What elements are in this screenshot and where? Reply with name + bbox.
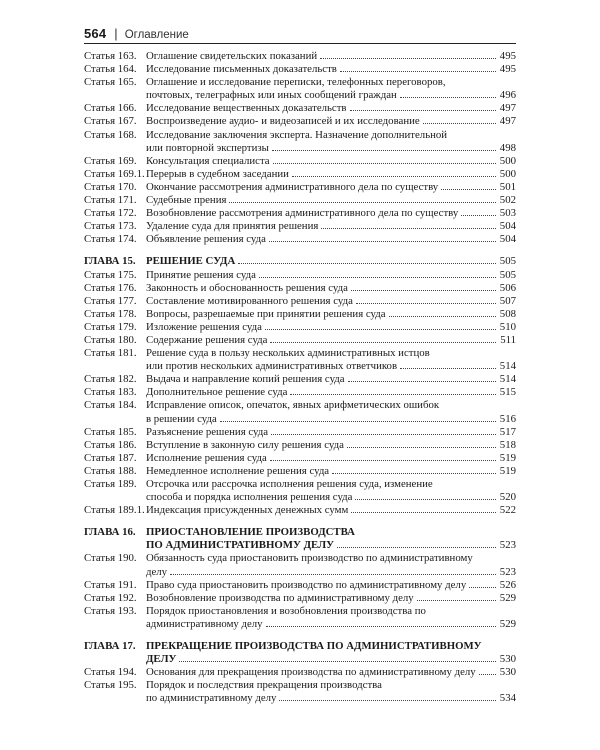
article-title: Исполнение решения суда	[146, 451, 267, 464]
dot-leader	[270, 460, 496, 461]
entry-content	[146, 605, 516, 631]
entry-title-line	[146, 592, 516, 605]
article-label: Статья 176.	[84, 281, 137, 294]
article-label: Статья 184.	[84, 399, 137, 412]
entry-content	[146, 50, 516, 63]
article-label: Статья 182.	[84, 373, 137, 386]
article-title: Воспроизведение аудио- и видеозаписей и их исследование	[146, 115, 420, 128]
entry-title-line	[146, 386, 516, 399]
toc-entry	[84, 666, 516, 679]
article-title: способа и порядка исполнения решения суда	[146, 491, 353, 504]
page-ref: 518	[499, 438, 516, 451]
entry-title-line	[146, 102, 516, 115]
dot-leader	[356, 303, 496, 304]
header-rule	[84, 43, 516, 44]
article-label: Статья 171.	[84, 194, 137, 207]
dot-leader	[266, 626, 496, 627]
entry-title-line	[146, 413, 516, 426]
dot-leader	[389, 316, 496, 317]
article-title: Составление мотивированного решения суда	[146, 294, 353, 307]
dot-leader	[273, 163, 496, 164]
dot-leader	[441, 189, 496, 190]
entry-content	[146, 334, 516, 347]
page-ref: 517	[499, 425, 516, 438]
toc-entry	[84, 399, 516, 425]
article-title: Окончание рассмотрения административного дела по существу	[146, 180, 439, 193]
entry-content	[146, 269, 516, 282]
entry-title-line	[146, 89, 516, 102]
chapter-title: РЕШЕНИЕ СУДА	[146, 255, 236, 268]
entry-content	[146, 102, 516, 115]
article-label: Статья 174.	[84, 233, 137, 246]
dot-leader	[350, 110, 496, 111]
article-title: Объявление решения суда	[146, 233, 266, 246]
entry-content	[146, 168, 516, 181]
toc-entry	[84, 478, 516, 504]
dot-leader	[348, 381, 496, 382]
toc-entry	[84, 552, 516, 578]
entry-title-line	[146, 347, 516, 360]
article-label: Статья 193.	[84, 604, 137, 617]
toc-entry	[84, 220, 516, 233]
article-label: Статья 185.	[84, 425, 137, 438]
entry-title-line	[146, 452, 516, 465]
page-number: 564	[84, 26, 107, 41]
article-title: Удаление суда для принятия решения	[146, 220, 319, 233]
dot-leader	[417, 600, 496, 601]
entry-title-line	[146, 439, 516, 452]
article-label: Статья 175.	[84, 268, 137, 281]
entry-title-line	[146, 233, 516, 246]
dot-leader	[461, 215, 496, 216]
page-ref: 530	[499, 666, 516, 679]
entry-title-line	[146, 360, 516, 373]
dot-leader	[351, 290, 496, 291]
article-label: Статья 189.1.	[84, 504, 145, 517]
article-title: Исследование вещественных доказательств	[146, 102, 347, 115]
entry-content	[146, 155, 516, 168]
entry-content	[146, 76, 516, 102]
entry-content	[146, 640, 516, 666]
dot-leader	[400, 97, 496, 98]
toc-entry	[84, 102, 516, 115]
article-label: Статья 172.	[84, 207, 137, 220]
toc-entry	[84, 679, 516, 705]
page-ref: 501	[499, 180, 516, 193]
article-title: Возобновление производства по административному делу	[146, 591, 414, 604]
page-ref: 495	[499, 50, 516, 62]
page-ref: 506	[499, 281, 516, 294]
entry-title-line	[146, 679, 516, 692]
entry-title-line	[146, 269, 516, 282]
entry-content	[146, 233, 516, 246]
table-of-contents	[84, 50, 516, 706]
entry-content	[146, 194, 516, 207]
article-title: или повторной экспертизы	[146, 141, 269, 154]
entry-content	[146, 129, 516, 155]
entry-title-line	[146, 334, 516, 347]
entry-title-line	[146, 491, 516, 504]
entry-content	[146, 465, 516, 478]
article-title: Исследование письменных доказательств	[146, 63, 337, 76]
entry-title-line	[146, 478, 516, 491]
entry-title-line	[146, 618, 516, 631]
article-title: Исследование заключения эксперта. Назначение дополнительной	[146, 128, 448, 141]
chapter-label: ГЛАВА 16.	[84, 526, 136, 539]
article-title: Возобновление рассмотрения административного дела по существу	[146, 207, 459, 220]
page-ref: 519	[499, 464, 516, 477]
toc-chapter-entry	[84, 640, 516, 666]
page-ref: 530	[499, 653, 516, 666]
article-label: Статья 178.	[84, 307, 137, 320]
dot-leader	[332, 473, 496, 474]
article-title: Оглашение свидетельских показаний	[146, 50, 318, 62]
toc-entry	[84, 233, 516, 246]
article-label: Статья 167.	[84, 115, 137, 128]
dot-leader	[479, 674, 496, 675]
page-ref: 495	[499, 63, 516, 76]
entry-title-line	[146, 155, 516, 168]
toc-chapter-entry	[84, 255, 516, 268]
page-ref: 514	[499, 360, 516, 373]
entry-title-line	[146, 168, 516, 181]
entry-title-line	[146, 76, 516, 89]
page-ref: 516	[499, 412, 516, 425]
article-label: Статья 188.	[84, 464, 137, 477]
page-ref: 522	[499, 504, 516, 517]
page-ref: 510	[499, 320, 516, 333]
dot-leader	[292, 176, 496, 177]
entry-content	[146, 207, 516, 220]
entry-title-line	[146, 539, 516, 552]
article-title: Вступление в законную силу решения суда	[146, 438, 344, 451]
toc-entry	[84, 592, 516, 605]
article-title: Немедленное исполнение решения суда	[146, 464, 330, 477]
entry-content	[146, 552, 516, 578]
toc-entry	[84, 115, 516, 128]
article-label: Статья 168.	[84, 128, 137, 141]
toc-entry	[84, 373, 516, 386]
article-title: Основания для прекращения производства по административному делу	[146, 666, 476, 679]
article-title: Порядок и последствия прекращения производства	[146, 679, 382, 692]
page-ref: 523	[499, 565, 516, 578]
page-ref: 502	[499, 194, 516, 207]
entry-title-line	[146, 552, 516, 565]
chapter-label: ГЛАВА 17.	[84, 640, 136, 653]
entry-title-line	[146, 115, 516, 128]
article-label: Статья 179.	[84, 320, 137, 333]
entry-title-line	[146, 194, 516, 207]
dot-leader	[170, 574, 496, 575]
entry-title-line	[146, 129, 516, 142]
entry-content	[146, 426, 516, 439]
chapter-title: ПО АДМИНИСТРАТИВНОМУ ДЕЛУ	[146, 539, 335, 552]
dot-leader	[259, 277, 496, 278]
page-ref: 497	[499, 102, 516, 115]
toc-entry	[84, 347, 516, 373]
entry-content	[146, 478, 516, 504]
article-label: Статья 195.	[84, 679, 137, 692]
chapter-title: ПРЕКРАЩЕНИЕ ПРОИЗВОДСТВА ПО АДМИНИСТРАТИВНОМУ	[146, 640, 482, 653]
article-title: Решение суда в пользу нескольких административных истцов	[146, 347, 430, 360]
entry-title-line	[146, 504, 516, 517]
page-ref: 498	[499, 141, 516, 154]
running-head	[84, 19, 516, 41]
article-title: Содержание решения суда	[146, 333, 268, 346]
entry-content	[146, 347, 516, 373]
article-title: Порядок приостановления и возобновления производства по	[146, 604, 426, 617]
article-title: Вопросы, разрешаемые при принятии решения суда	[146, 307, 386, 320]
page-ref: 500	[499, 167, 516, 180]
toc-entry	[84, 321, 516, 334]
dot-leader	[400, 368, 496, 369]
dot-leader	[351, 512, 496, 513]
dot-leader	[279, 700, 496, 701]
chapter-title: ПРИОСТАНОВЛЕНИЕ ПРОИЗВОДСТВА	[146, 526, 355, 539]
article-label: Статья 189.	[84, 478, 137, 490]
article-label: Статья 177.	[84, 294, 137, 307]
entry-content	[146, 308, 516, 321]
article-label: Статья 191.	[84, 578, 137, 591]
page-ref: 529	[499, 591, 516, 604]
entry-title-line	[146, 373, 516, 386]
entry-content	[146, 255, 516, 268]
entry-content	[146, 679, 516, 705]
article-title: по административному делу	[146, 692, 277, 705]
dot-leader	[337, 547, 496, 548]
article-title: Дополнительное решение суда	[146, 386, 288, 399]
article-label: Статья 186.	[84, 438, 137, 451]
entry-content	[146, 579, 516, 592]
dot-leader	[340, 71, 496, 72]
entry-content	[146, 399, 516, 425]
entry-content	[146, 666, 516, 679]
article-label: Статья 166.	[84, 102, 137, 115]
entry-title-line	[146, 255, 516, 268]
article-title: Обязанность суда приостановить производство по административному	[146, 552, 473, 565]
page-ref: 496	[499, 89, 516, 102]
chapter-label: ГЛАВА 15.	[84, 255, 136, 268]
toc-entry	[84, 605, 516, 631]
chapter-title: ДЕЛУ	[146, 653, 177, 666]
toc-entry	[84, 76, 516, 102]
toc-entry	[84, 50, 516, 63]
article-title: Индексация присужденных денежных сумм	[146, 504, 349, 517]
toc-entry	[84, 439, 516, 452]
article-label: Статья 180.	[84, 333, 137, 346]
page-ref: 505	[499, 268, 516, 281]
dot-leader	[271, 434, 496, 435]
article-label: Статья 165.	[84, 76, 137, 89]
article-label: Статья 164.	[84, 63, 137, 76]
dot-leader	[355, 499, 496, 500]
entry-content	[146, 181, 516, 194]
page-ref: 511	[500, 333, 516, 346]
article-label: Статья 163.	[84, 50, 137, 62]
page-ref: 503	[499, 207, 516, 220]
dot-leader	[347, 447, 496, 448]
page-ref: 514	[499, 373, 516, 386]
toc-entry	[84, 194, 516, 207]
entry-content	[146, 220, 516, 233]
section-title: Оглавление	[124, 29, 189, 41]
toc-entry	[84, 155, 516, 168]
toc-chapter-entry	[84, 526, 516, 552]
entry-title-line	[146, 282, 516, 295]
article-title: Консультация специалиста	[146, 154, 270, 167]
article-title: Отсрочка или рассрочка исполнения решения суда, изменение	[146, 478, 433, 490]
entry-title-line	[146, 653, 516, 666]
dot-leader	[179, 661, 496, 662]
article-title: делу	[146, 565, 168, 578]
entry-title-line	[146, 295, 516, 308]
article-label: Статья 181.	[84, 347, 137, 360]
page-ref: 504	[499, 220, 516, 233]
dot-leader	[220, 421, 496, 422]
article-title: Оглашение и исследование переписки, телефонных переговоров,	[146, 76, 446, 89]
entry-content	[146, 526, 516, 552]
toc-entry	[84, 269, 516, 282]
entry-title-line	[146, 605, 516, 618]
header-separator: |	[114, 26, 118, 41]
article-label: Статья 169.1.	[84, 167, 145, 180]
toc-entry	[84, 465, 516, 478]
entry-content	[146, 439, 516, 452]
entry-title-line	[146, 142, 516, 155]
dot-leader	[229, 202, 496, 203]
toc-entry	[84, 63, 516, 76]
toc-entry	[84, 452, 516, 465]
page-ref: 529	[499, 617, 516, 630]
toc-entry	[84, 129, 516, 155]
page-ref: 505	[499, 255, 516, 268]
entry-title-line	[146, 426, 516, 439]
page-ref: 507	[499, 294, 516, 307]
entry-title-line	[146, 692, 516, 705]
toc-entry	[84, 168, 516, 181]
entry-content	[146, 321, 516, 334]
entry-content	[146, 452, 516, 465]
page-ref: 500	[499, 154, 516, 167]
entry-title-line	[146, 63, 516, 76]
entry-title-line	[146, 399, 516, 412]
article-title: административному делу	[146, 617, 263, 630]
article-title: Исправление описок, опечаток, явных арифметических ошибок	[146, 399, 440, 412]
entry-title-line	[146, 207, 516, 220]
article-title: Разъяснение решения суда	[146, 425, 269, 438]
article-label: Статья 192.	[84, 591, 137, 604]
entry-title-line	[146, 321, 516, 334]
dot-leader	[423, 123, 496, 124]
dot-leader	[290, 394, 496, 395]
article-label: Статья 190.	[84, 552, 137, 565]
page-ref: 519	[499, 451, 516, 464]
entry-content	[146, 504, 516, 517]
article-label: Статья 169.	[84, 154, 137, 167]
dot-leader	[238, 263, 496, 264]
article-title: Выдача и направление копий решения суда	[146, 373, 345, 386]
page-ref: 534	[499, 692, 516, 705]
dot-leader	[269, 241, 496, 242]
dot-leader	[272, 150, 496, 151]
entry-title-line	[146, 220, 516, 233]
article-title: Принятие решения суда	[146, 268, 256, 281]
entry-title-line	[146, 566, 516, 579]
article-title: Перерыв в судебном заседании	[146, 167, 289, 180]
dot-leader	[270, 342, 496, 343]
page-ref: 526	[499, 578, 516, 591]
page-ref: 523	[499, 539, 516, 552]
toc-entry	[84, 181, 516, 194]
toc-entry	[84, 207, 516, 220]
page-ref: 520	[499, 491, 516, 504]
toc-entry	[84, 334, 516, 347]
article-title: Изложение решения суда	[146, 320, 262, 333]
toc-entry	[84, 426, 516, 439]
dot-leader	[320, 58, 496, 59]
article-title: в решении суда	[146, 412, 217, 425]
entry-title-line	[146, 50, 516, 63]
toc-entry	[84, 579, 516, 592]
article-title: Судебные прения	[146, 194, 227, 207]
article-title: или против нескольких административных ответчиков	[146, 360, 398, 373]
entry-title-line	[146, 640, 516, 653]
article-title: Законность и обоснованность решения суда	[146, 281, 348, 294]
entry-content	[146, 386, 516, 399]
entry-content	[146, 295, 516, 308]
article-label: Статья 170.	[84, 180, 137, 193]
entry-title-line	[146, 465, 516, 478]
article-title: почтовых, телеграфных или иных сообщений граждан	[146, 89, 397, 102]
page-ref: 497	[499, 115, 516, 128]
page-ref: 515	[499, 386, 516, 399]
entry-content	[146, 115, 516, 128]
entry-content	[146, 592, 516, 605]
toc-entry	[84, 308, 516, 321]
article-title: Право суда приостановить производство по административному делу	[146, 578, 467, 591]
dot-leader	[321, 228, 496, 229]
page-ref: 504	[499, 233, 516, 246]
entry-content	[146, 373, 516, 386]
toc-entry	[84, 295, 516, 308]
entry-title-line	[146, 579, 516, 592]
article-label: Статья 194.	[84, 666, 137, 679]
toc-entry	[84, 386, 516, 399]
entry-title-line	[146, 308, 516, 321]
toc-entry	[84, 282, 516, 295]
article-label: Статья 187.	[84, 451, 137, 464]
entry-content	[146, 282, 516, 295]
entry-title-line	[146, 666, 516, 679]
dot-leader	[469, 587, 496, 588]
entry-title-line	[146, 181, 516, 194]
entry-content	[146, 63, 516, 76]
toc-entry	[84, 504, 516, 517]
article-label: Статья 173.	[84, 220, 137, 233]
article-label: Статья 183.	[84, 386, 137, 399]
dot-leader	[265, 329, 496, 330]
page-ref: 508	[499, 307, 516, 320]
entry-title-line	[146, 526, 516, 539]
